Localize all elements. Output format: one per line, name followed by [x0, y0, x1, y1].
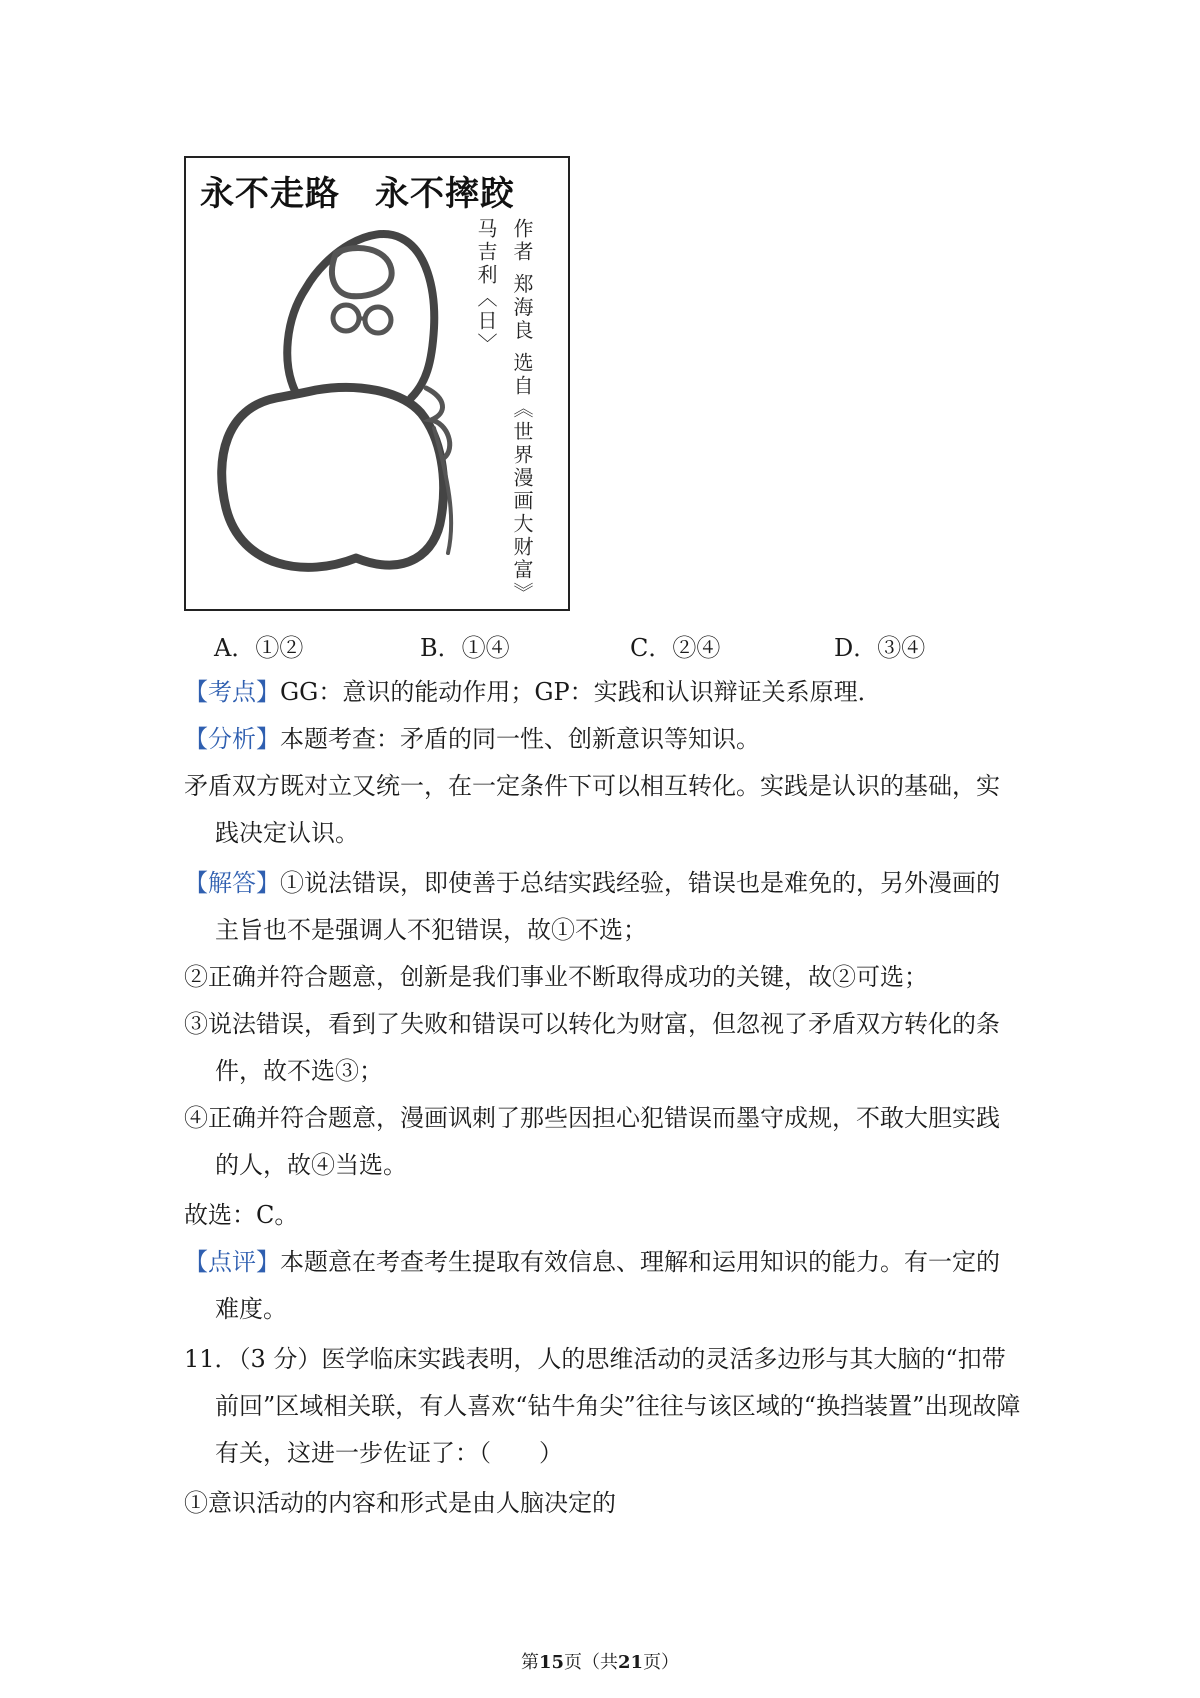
footer-text: 第 [520, 1652, 539, 1673]
option-text: ②④ [672, 634, 721, 662]
point-3-line-1: ③说法错误，看到了失败和错误可以转化为财富，但忽视了矛盾双方转化的条 [184, 1010, 1000, 1038]
dianping-line [184, 1245, 1000, 1279]
option-letter: C． [630, 634, 673, 662]
option-text: ①④ [461, 634, 510, 662]
option-b [420, 628, 510, 663]
option-a [214, 628, 303, 663]
option-letter: A． [214, 634, 256, 662]
question-11-option-1: ①意识活动的内容和形式是由人脑决定的 [184, 1489, 616, 1517]
answer-options [0, 628, 1200, 668]
kaodian-tag: 【考点】 [184, 678, 280, 706]
jieda-text: ①说法错误，即使善于总结实践经验，错误也是难免的，另外漫画的 [280, 869, 1000, 897]
footer-text: 页） [643, 1652, 680, 1673]
point-4-line-2: 的人，故④当选。 [215, 1151, 407, 1179]
cartoon-title: 永不走路 永不摔跤 [200, 174, 515, 214]
jieda-line [184, 866, 1000, 900]
point-4-line-1: ④正确并符合题意，漫画讽刺了那些因担心犯错误而墨守成规，不敢大胆实践 [184, 1104, 1000, 1132]
analysis-line-2: 践决定认识。 [215, 819, 359, 847]
cartoon-caption-right: 作者 郑海良 选自《世界漫画大财富》 [510, 218, 534, 605]
fenxi-line [184, 722, 760, 756]
option-d [834, 628, 925, 663]
page-footer [0, 1648, 1200, 1674]
dianping-tag: 【点评】 [184, 1248, 280, 1276]
fenxi-tag: 【分析】 [184, 725, 280, 753]
jieda-line-2: 主旨也不是强调人不犯错误，故①不选； [215, 916, 647, 944]
option-text: ③④ [877, 634, 926, 662]
total-pages: 21 [618, 1652, 644, 1673]
point-3-line-2: 件，故不选③； [215, 1057, 383, 1085]
question-11-line-2: 前回”区域相关联，有人喜欢“钻牛角尖”往往与该区域的“换挡装置”出现故障 [215, 1392, 1021, 1420]
point-2: ②正确并符合题意，创新是我们事业不断取得成功的关键，故②可选； [184, 963, 928, 991]
option-letter: B． [420, 634, 462, 662]
page-number: 15 [538, 1652, 564, 1673]
dianping-line-2: 难度。 [215, 1295, 287, 1323]
dianping-text: 本题意在考查考生提取有效信息、理解和运用知识的能力。有一定的 [280, 1248, 1000, 1276]
analysis-line-1: 矛盾双方既对立又统一，在一定条件下可以相互转化。实践是认识的基础，实 [184, 772, 1000, 800]
question-11-line-1: 11．（3 分）医学临床实践表明，人的思维活动的灵活多边形与其大脑的“扣带 [184, 1345, 1006, 1373]
kaodian-text: GG：意识的能动作用；GP：实践和认识辩证关系原理． [280, 678, 882, 706]
option-c [630, 628, 720, 663]
option-text: ①② [255, 634, 304, 662]
answer-line: 故选：C。 [184, 1201, 299, 1229]
question-11-line-3: 有关，这进一步佐证了：（ ） [215, 1439, 563, 1467]
option-letter: D． [834, 634, 878, 662]
fenxi-text: 本题考查：矛盾的同一性、创新意识等知识。 [280, 725, 760, 753]
footer-text: 页（共 [564, 1652, 618, 1673]
cartoon-caption-left: 马吉利〈日〉 [474, 218, 498, 356]
kaodian-line [184, 675, 882, 709]
cartoon-figure [184, 156, 570, 611]
jieda-tag: 【解答】 [184, 869, 280, 897]
